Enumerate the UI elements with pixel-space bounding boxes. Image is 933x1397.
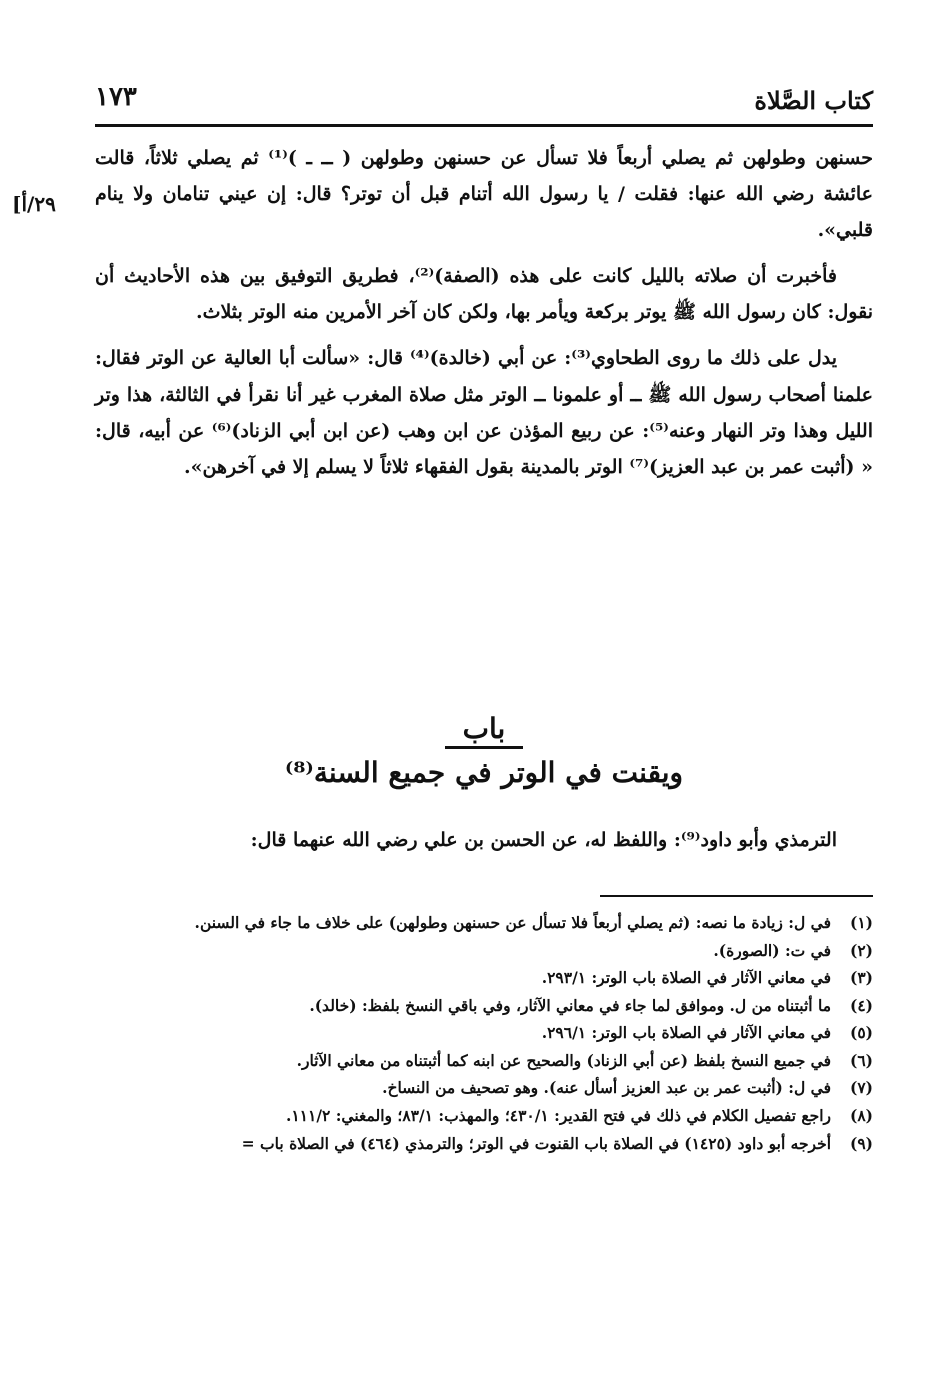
- footnote-number: (٧): [849, 1078, 873, 1098]
- footnote: [80, 938, 873, 964]
- footnote-number: (٨): [849, 1105, 873, 1125]
- header-rule: [95, 124, 873, 127]
- footnote-text: في معاني الآثار في الصلاة باب الوتر: ٢٩٦/١.: [541, 1023, 831, 1043]
- footnote-number: (٩): [849, 1133, 873, 1153]
- footnote-text: في ت: (الصورة).: [713, 940, 831, 960]
- footnote: [80, 1075, 873, 1101]
- section-heading: [95, 712, 873, 792]
- footnote: [80, 1103, 873, 1129]
- footnote: [80, 1020, 873, 1046]
- footnote-text: أخرجه أبو داود (١٤٢٥) في الصلاة باب القنوت في الوتر؛ والترمذي (٤٦٤) في الصلاة باب =: [241, 1133, 831, 1153]
- footnotes: [80, 910, 873, 1158]
- page-number: ١٧٣: [95, 82, 137, 112]
- footnote-number: (٢): [849, 940, 873, 960]
- footnote-separator: [600, 895, 873, 897]
- bab-word: باب: [462, 712, 506, 745]
- section-opening-line: الترمذي وأبو داود⁽⁹⁾: واللفظ له، عن الحسن بن علي رضي الله عنهما قال:: [250, 829, 837, 851]
- margin-manuscript-reference: [٢٩/أ: [12, 192, 56, 216]
- running-title: كتاب الصَّلاة: [754, 86, 873, 115]
- paragraph-1: حسنهن وطولهن ثم يصلي أربعاً فلا تسأل عن حسنهن وطولهن ( ــ ـ )⁽¹⁾ ثم يصلي ثلاثاً، قالت عائشة رضي الله عنها: فقلت / يا رسول الله أتنام قبل أن توتر؟ قال: إن عيني تنامان ولا ينام قلبي».: [95, 147, 873, 242]
- footnote-text: في معاني الآثار في الصلاة باب الوتر: ٢٩٣/١.: [541, 968, 831, 988]
- footnote: [80, 1048, 873, 1074]
- footnote-number: (٤): [849, 995, 873, 1015]
- footnote-text: في جميع النسخ بلفظ (عن أبي الزناد) والصحيح عن ابنه كما أثبتناه من معاني الآثار.: [296, 1050, 831, 1070]
- paragraph-3: يدل على ذلك ما روى الطحاوي⁽³⁾: عن أبي (خالدة)⁽⁴⁾ قال: «سألت أبا العالية عن الوتر فقال: علمنا أصحاب رسول الله ﷺ ــ أو علمونا ــ الوتر مثل صلاة المغرب غير أنا نقرأ في الثالثة، هذا وتر الليل وهذا وتر النهار وعنه⁽⁵⁾: عن ربيع المؤذن عن ابن وهب (عن ابن أبي الزناد)⁽⁶⁾ عن أبيه، قال: « (أثبت عمر بن عبد العزيز)⁽⁷⁾ الوتر بالمدينة بقول الفقهاء ثلاثاً لا يسلم إلا في آخرهن».: [95, 347, 873, 478]
- running-header: [95, 78, 873, 122]
- paragraph-2: فأخبرت أن صلاته بالليل كانت على هذه (الصفة)⁽²⁾، فطريق التوفيق بين هذه الأحاديث أن نقول: كان رسول الله ﷺ يوتر بركعة ويأمر بها، ولكن كان آخر الأمرين منه الوتر بثلاث.: [95, 265, 873, 324]
- footnote-number: (١): [849, 913, 873, 932]
- main-text: [95, 140, 873, 495]
- footnote-text: ما أثبتناه من ل. وموافق لما جاء في معاني الآثار، وفي باقي النسخ بلفظ: (خالد).: [309, 995, 831, 1015]
- footnote-text: راجع تفصيل الكلام في ذلك في فتح القدير: ٤٣٠/١؛ والمهذب: ٨٣/١؛ والمغني: ١١١/٢.: [285, 1105, 831, 1125]
- section-title: ويقنت في الوتر في جميع السنة⁽⁸⁾: [284, 755, 684, 789]
- bab-underline: [445, 746, 523, 749]
- footnote: [80, 910, 873, 936]
- footnote: [80, 993, 873, 1019]
- footnote: [80, 965, 873, 991]
- footnote-number: (٣): [849, 968, 873, 988]
- footnote: [80, 1131, 873, 1157]
- footnote-number: (٦): [849, 1050, 873, 1070]
- footnote-number: (٥): [849, 1023, 873, 1043]
- footnote-text: في ل: (أثبت عمر بن عبد العزيز أسأل عنه). وهو تصحيف من النساخ.: [382, 1078, 831, 1098]
- footnote-text: في ل: زيادة ما نصه: (ثم يصلي أربعاً فلا تسأل عن حسنهن وطولهن) على خلاف ما جاء في السنن.: [194, 913, 831, 932]
